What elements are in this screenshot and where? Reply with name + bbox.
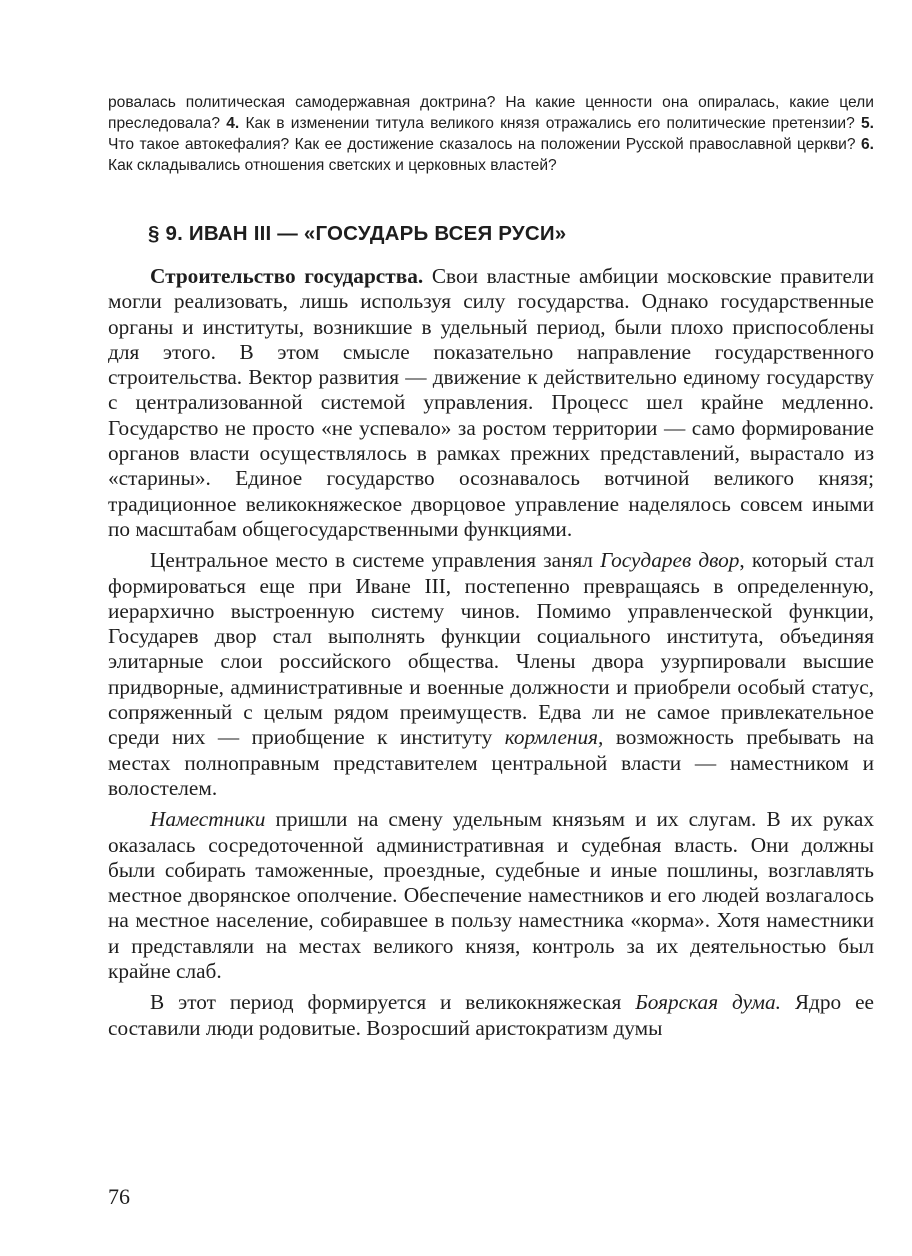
page-number: 76 (108, 1184, 130, 1209)
paragraph-lead: Строительство государства. (150, 264, 424, 288)
section-heading: § 9. ИВАН III — «ГОСУДАРЬ ВСЕЯ РУСИ» (148, 222, 567, 245)
question-text: Как в изменении титула великого князя отражались его политические претензии? (239, 115, 861, 132)
emphasis-term: Государев двор (600, 548, 740, 573)
page-content (108, 92, 874, 1047)
paragraph-text: , который стал формироваться еще при Иване III, постепенно превращаясь в определенную, иерархично выстроенную систему чинов. Помимо управленческой функции, Государев двор стал выполнять функции социального института, объединяя элитарные слои российского общества. Члены двора узурпировали высшие придворные, административные и военные должности и приобрели особый статус, сопряженный с целым рядом преимуществ. Едва ли не самое привлекательное среди них — приобщение к институту (108, 548, 875, 750)
paragraph-text: Центральное место в системе управления занял (150, 548, 601, 573)
question-text: Что такое автокефалия? Как ее достижение сказалось на положении Русской православной церкви? (108, 136, 861, 153)
emphasis-term: Боярская дума. (635, 990, 781, 1015)
emphasis-term: Наместники (150, 807, 266, 832)
review-questions (108, 92, 874, 176)
question-text: ровалась политическая самодержавная доктрина? На какие ценности она опиралась, какие цели преследовала? (108, 94, 874, 132)
question-number: 5. (860, 115, 874, 132)
paragraph-text: Свои властные амбиции московские правители могли реализовать, лишь используя силу государства. Однако государственные органы и институты, возникшие в удельный период, были плохо приспособлены для этого. В этом смысле показательно направление государственного строительства. Вектор развития — движение к действительно единому государству с централизованной системой управления. Процесс шел крайне медленно. Государство не просто «не успевало» за ростом территории — само формирование органов власти осуществлялось в рамках прежних представлений, вырастало из «старины». Единое государство осознавалось вотчиной великого князя; традиционное великокняжеское дворцовое управление наделялось совсем иными по масштабам общегосударственными функциями. (108, 264, 874, 541)
section-body (108, 264, 874, 1041)
paragraph-governors (108, 807, 874, 984)
paragraph-boyar-duma (108, 990, 874, 1041)
paragraph-text: Ядро ее составили люди родовитые. Возросший аристократизм думы (108, 990, 874, 1040)
question-number: 4. (226, 115, 240, 132)
paragraph-state-building (108, 264, 874, 542)
question-text: Как складывались отношения светских и церковных властей? (108, 157, 557, 174)
paragraph-text: В этот период формируется и великокняжеская (150, 990, 636, 1015)
question-number: 6. (860, 136, 874, 153)
paragraph-text: пришли на смену удельным князьям и их слугам. В их руках оказалась сосредоточенной административная и судебная власть. Они должны были собирать таможенные, проездные, судебные и иные пошлины, возглавлять местное дворянское ополчение. Обеспечение наместников и его людей возлагалось на местное население, собиравшее в пользу наместника «корма». Хотя наместники и представляли на местах великого князя, контроль за их деятельностью был крайне слаб. (108, 807, 874, 984)
paragraph-text: возможность пребывать на местах полноправным представителем центральной власти — наместником и волостелем. (108, 725, 874, 800)
emphasis-term: кормления, (504, 725, 604, 750)
paragraph-sovereign-court (108, 548, 874, 801)
